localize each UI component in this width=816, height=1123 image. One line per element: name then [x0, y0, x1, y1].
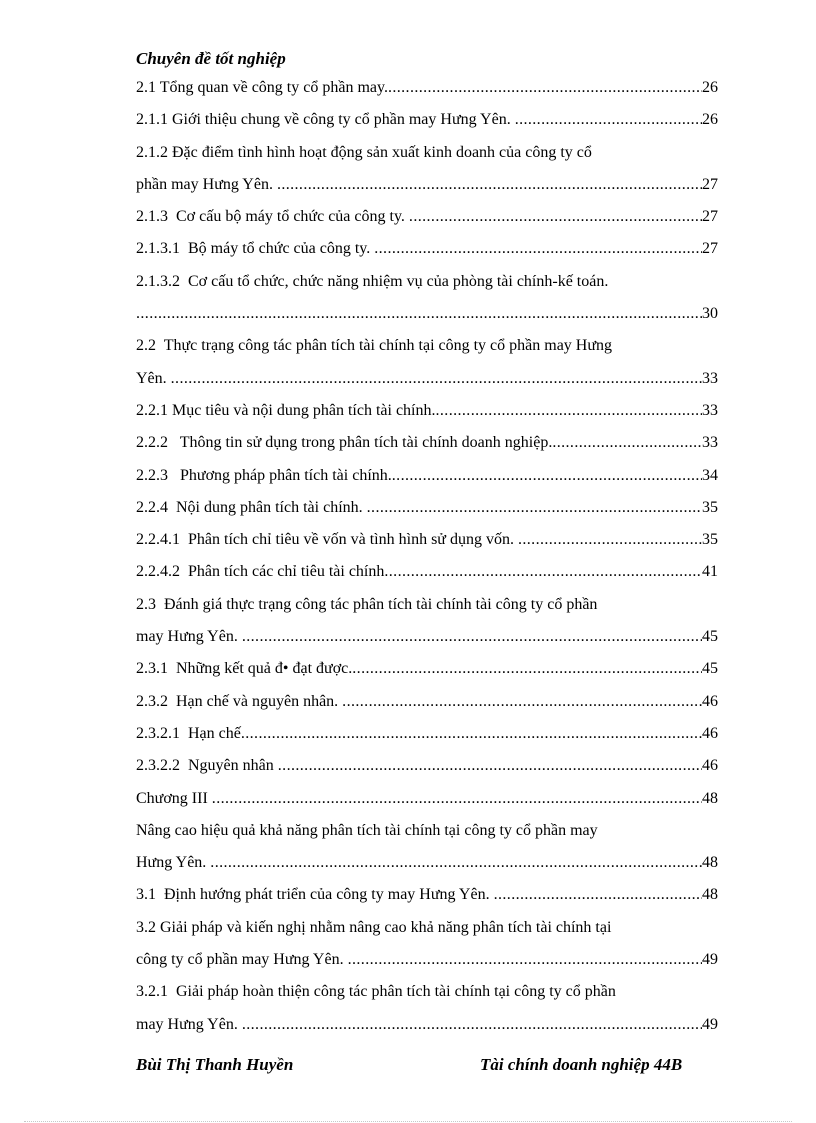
toc-entry [136, 653, 718, 685]
toc-page-number: 46 [702, 724, 718, 742]
toc-dot-leader [277, 169, 702, 201]
toc-dot-leader [136, 298, 702, 330]
footer-author: Bùi Thị Thanh Huyền [136, 1055, 294, 1074]
toc-dot-leader [409, 201, 702, 233]
toc-entry [136, 1009, 718, 1041]
toc-entry [136, 944, 718, 976]
toc-page-number: 30 [702, 305, 718, 323]
page-bottom-divider [24, 1121, 792, 1122]
toc-entry [136, 233, 718, 265]
toc-entry [136, 718, 718, 750]
toc-entry-text: 2.2.3 Phương pháp phân tích tài chính. [136, 466, 392, 484]
toc-entry [136, 266, 718, 298]
toc-dot-leader [348, 944, 702, 976]
toc-dot-leader [388, 72, 702, 104]
toc-entry-text: 2.3.2 Hạn chế và nguyên nhân. [136, 692, 343, 710]
toc-entry [136, 201, 718, 233]
toc-page-number: 35 [702, 498, 718, 516]
toc-page-number: 33 [702, 401, 718, 419]
toc-entry [136, 104, 718, 136]
toc-entry [136, 589, 718, 621]
toc-entry-text: 2.2.1 Mục tiêu và nội dung phân tích tài chính. [136, 401, 436, 419]
toc-page-number: 33 [702, 369, 718, 387]
toc-dot-leader [518, 524, 702, 556]
toc-entry-text: 2.3.1 Những kết quả đ• đạt được. [136, 660, 353, 678]
toc-entry [136, 750, 718, 782]
toc-dot-leader [367, 492, 702, 524]
toc-page-number: 48 [702, 886, 718, 904]
toc-entry [136, 330, 718, 362]
toc-dot-leader [210, 847, 702, 879]
toc-entry [136, 169, 718, 201]
toc-entry-text: may Hưng Yên. [136, 1015, 242, 1033]
toc-dot-leader [552, 427, 702, 459]
toc-entry [136, 815, 718, 847]
toc-entry-text: 2.1.3.1 Bộ máy tổ chức của công ty. [136, 240, 375, 258]
toc-entry [136, 363, 718, 395]
toc-entry [136, 556, 718, 588]
toc-dot-leader [241, 718, 702, 750]
toc-page-number: 46 [702, 757, 718, 775]
toc-entry-text: Nâng cao hiệu quả khả năng phân tích tài chính tại công ty cổ phần may [136, 821, 598, 839]
toc-dot-leader [515, 104, 702, 136]
toc-entry-text: 2.2 Thực trạng công tác phân tích tài chính tại công ty cổ phần may Hưng [136, 337, 613, 355]
toc-entry [136, 395, 718, 427]
footer-course: Tài chính doanh nghiệp 44B [480, 1055, 683, 1074]
toc-entry [136, 879, 718, 911]
toc-dot-leader [352, 653, 702, 685]
page-header-title: Chuyên đề tốt nghiệp [136, 49, 286, 68]
toc-entry-text: 2.3 Đánh giá thực trạng công tác phân tích tài chính tài công ty cổ phần [136, 595, 598, 613]
toc-entry-text: phần may Hưng Yên. [136, 175, 277, 193]
table-of-contents [136, 72, 718, 1041]
toc-page-number: 33 [702, 434, 718, 452]
toc-entry-text: 2.1.1 Giới thiệu chung về công ty cổ phần may Hưng Yên. [136, 111, 515, 129]
toc-entry-text: may Hưng Yên. [136, 628, 242, 646]
toc-entry [136, 976, 718, 1008]
toc-entry-text: 3.2.1 Giải pháp hoàn thiện công tác phân tích tài chính tại công ty cổ phần [136, 983, 616, 1001]
toc-page-number: 27 [702, 208, 718, 226]
toc-entry-text: 2.2.2 Thông tin sử dụng trong phân tích tài chính doanh nghiệp. [136, 434, 553, 452]
toc-page-number: 27 [702, 240, 718, 258]
toc-entry [136, 621, 718, 653]
toc-entry-text: 3.2 Giải pháp và kiến nghị nhằm nâng cao khả năng phân tích tài chính tại [136, 918, 612, 936]
toc-page-number: 35 [702, 531, 718, 549]
toc-dot-leader [242, 1009, 702, 1041]
toc-page-number: 49 [702, 1015, 718, 1033]
toc-page-number: 48 [702, 854, 718, 872]
toc-page-number: 41 [702, 563, 718, 581]
toc-page-number: 34 [702, 466, 718, 484]
toc-entry [136, 847, 718, 879]
toc-entry-text: 2.2.4.1 Phân tích chỉ tiêu về vốn và tình hình sử dụng vốn. [136, 531, 518, 549]
toc-dot-leader [494, 879, 702, 911]
toc-entry-text: 2.1.3.2 Cơ cấu tổ chức, chức năng nhiệm vụ của phòng tài chính-kế toán. [136, 272, 609, 290]
toc-entry [136, 686, 718, 718]
toc-page-number: 26 [702, 111, 718, 129]
toc-dot-leader [374, 233, 702, 265]
toc-entry-text: 2.2.4 Nội dung phân tích tài chính. [136, 498, 367, 516]
toc-page-number: 26 [702, 79, 718, 96]
toc-entry-text: 2.1.3 Cơ cấu bộ máy tổ chức của công ty. [136, 208, 409, 226]
toc-page-number: 49 [702, 951, 718, 969]
toc-entry [136, 783, 718, 815]
toc-dot-leader [278, 750, 702, 782]
toc-entry [136, 460, 718, 492]
toc-entry-text: Chương III [136, 789, 212, 807]
toc-entry-text: Yên. [136, 369, 171, 387]
toc-entry [136, 524, 718, 556]
toc-entry-text: 2.2.4.2 Phân tích các chỉ tiêu tài chính [136, 563, 385, 581]
toc-entry [136, 427, 718, 459]
toc-entry-text: 3.1 Định hướng phát triển của công ty may Hưng Yên. [136, 886, 494, 904]
toc-entry-text: 2.3.2.2 Nguyên nhân [136, 757, 278, 775]
toc-entry [136, 912, 718, 944]
toc-entry-text: công ty cổ phần may Hưng Yên. [136, 951, 348, 969]
toc-dot-leader [242, 621, 702, 653]
toc-entry [136, 137, 718, 169]
toc-entry [136, 72, 718, 104]
toc-dot-leader [392, 460, 702, 492]
toc-entry-text: Hưng Yên. [136, 854, 211, 872]
toc-entry-text: 2.3.2.1 Hạn chế [136, 724, 241, 742]
toc-page-number: 45 [702, 660, 718, 678]
toc-dot-leader [342, 686, 702, 718]
toc-dot-leader [212, 783, 702, 815]
toc-page-number: 45 [702, 628, 718, 646]
toc-dot-leader [171, 363, 702, 395]
toc-entry [136, 298, 718, 330]
toc-entry-text: 2.1.2 Đặc điểm tình hình hoạt động sản xuất kinh doanh của công ty cổ [136, 143, 592, 161]
toc-page-number: 46 [702, 692, 718, 710]
toc-page-number: 27 [702, 175, 718, 193]
toc-entry-text: 2.1 Tổng quan về công ty cổ phần may. [136, 79, 388, 96]
toc-dot-leader [436, 395, 703, 427]
toc-page-number: 48 [702, 789, 718, 807]
toc-entry [136, 492, 718, 524]
toc-dot-leader [384, 556, 702, 588]
